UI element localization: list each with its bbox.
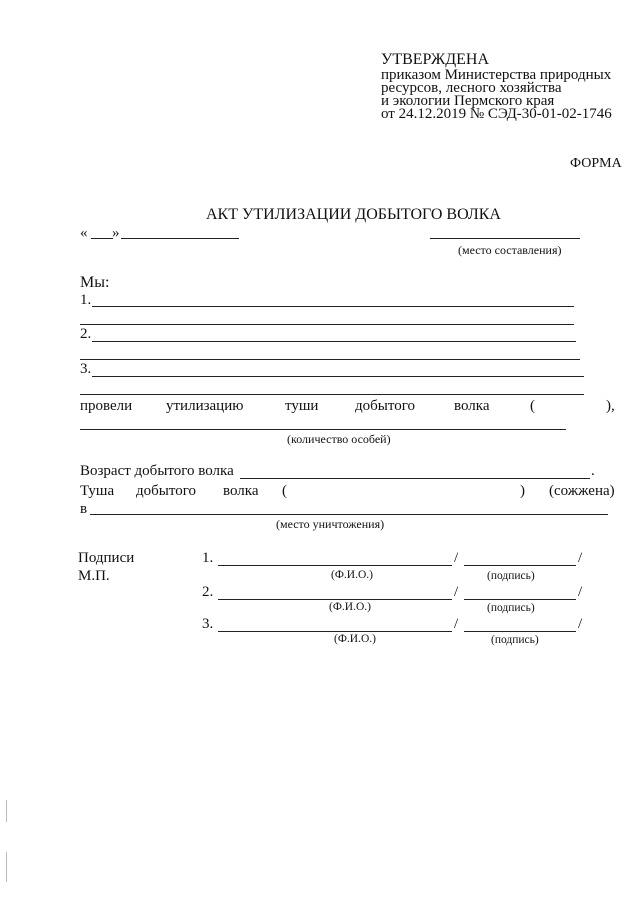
slash: / xyxy=(454,550,459,566)
scan-edge-mark xyxy=(6,852,7,882)
participant-3-field-cont[interactable] xyxy=(80,394,584,395)
approval-line: приказом Министерства природных xyxy=(381,67,612,83)
form-label: ФОРМА xyxy=(570,156,622,171)
approval-heading: УТВЕРЖДЕНА xyxy=(381,51,490,68)
sentence-word: провели xyxy=(80,398,133,414)
date-month-year-field[interactable] xyxy=(121,238,239,239)
age-field[interactable] xyxy=(240,478,590,479)
sentence-word: утилизацию xyxy=(166,398,244,414)
carcass-burned: (сожжена) xyxy=(549,483,615,499)
sign-caption: (подпись) xyxy=(487,570,535,582)
sentence-word: волка xyxy=(454,398,490,414)
seal-label: М.П. xyxy=(78,568,110,584)
approval-line: и экологии Пермского края xyxy=(381,93,555,109)
signature-1-sign-field[interactable] xyxy=(464,565,576,566)
date-open-quote: « xyxy=(80,225,88,241)
carcass-in: в xyxy=(80,501,88,517)
date-day-field[interactable] xyxy=(91,238,113,239)
document-title: АКТ УТИЛИЗАЦИИ ДОБЫТОГО ВОЛКА xyxy=(206,206,501,223)
signature-1-name-field[interactable] xyxy=(218,565,452,566)
we-label: Мы: xyxy=(80,274,110,291)
participant-number: 2. xyxy=(80,326,92,342)
fio-caption: (Ф.И.О.) xyxy=(334,633,376,645)
slash: / xyxy=(454,584,459,600)
signature-number: 2. xyxy=(202,584,214,600)
place-field[interactable] xyxy=(430,238,580,239)
participant-1-field-cont[interactable] xyxy=(80,324,574,325)
approval-line: ресурсов, лесного хозяйства xyxy=(381,80,562,96)
sentence-paren-close: ), xyxy=(606,398,615,414)
date-close-quote: » xyxy=(112,225,120,241)
signature-3-name-field[interactable] xyxy=(218,631,452,632)
place-caption: (место составления) xyxy=(458,243,562,257)
fio-caption: (Ф.И.О.) xyxy=(329,601,371,613)
age-label: Возраст добытого волка xyxy=(80,463,234,479)
participant-3-field[interactable] xyxy=(92,376,584,377)
participant-number: 3. xyxy=(80,361,92,377)
signature-number: 3. xyxy=(202,616,214,632)
sign-caption: (подпись) xyxy=(491,634,539,646)
destruction-place-field[interactable] xyxy=(90,514,608,515)
carcass-word: Туша xyxy=(80,483,115,499)
sentence-word: добытого xyxy=(355,398,415,414)
signatures-label: Подписи xyxy=(78,550,135,566)
signature-2-name-field[interactable] xyxy=(218,599,452,600)
destruction-caption: (место уничтожения) xyxy=(276,517,385,531)
signature-number: 1. xyxy=(202,550,214,566)
slash: / xyxy=(578,550,583,566)
carcass-paren-close: ) xyxy=(520,483,525,499)
signature-3-sign-field[interactable] xyxy=(464,631,576,632)
sign-caption: (подпись) xyxy=(487,602,535,614)
sentence-paren-open: ( xyxy=(530,398,535,414)
carcass-word: добытого xyxy=(136,483,196,499)
carcass-word: волка xyxy=(223,483,259,499)
fio-caption: (Ф.И.О.) xyxy=(331,569,373,581)
approval-line: от 24.12.2019 № СЭД-30-01-02-1746 xyxy=(381,106,612,122)
signature-2-sign-field[interactable] xyxy=(464,599,576,600)
participant-1-field[interactable] xyxy=(92,306,574,307)
slash: / xyxy=(454,616,459,632)
count-field[interactable] xyxy=(80,429,566,430)
count-caption: (количество особей) xyxy=(287,432,391,446)
participant-2-field-cont[interactable] xyxy=(80,359,580,360)
slash: / xyxy=(578,584,583,600)
scan-edge-mark xyxy=(6,800,7,822)
age-end: . xyxy=(591,463,595,479)
sentence-word: туши xyxy=(285,398,319,414)
participant-2-field[interactable] xyxy=(92,341,576,342)
participant-number: 1. xyxy=(80,292,92,308)
slash: / xyxy=(578,616,583,632)
carcass-paren-open: ( xyxy=(282,483,287,499)
